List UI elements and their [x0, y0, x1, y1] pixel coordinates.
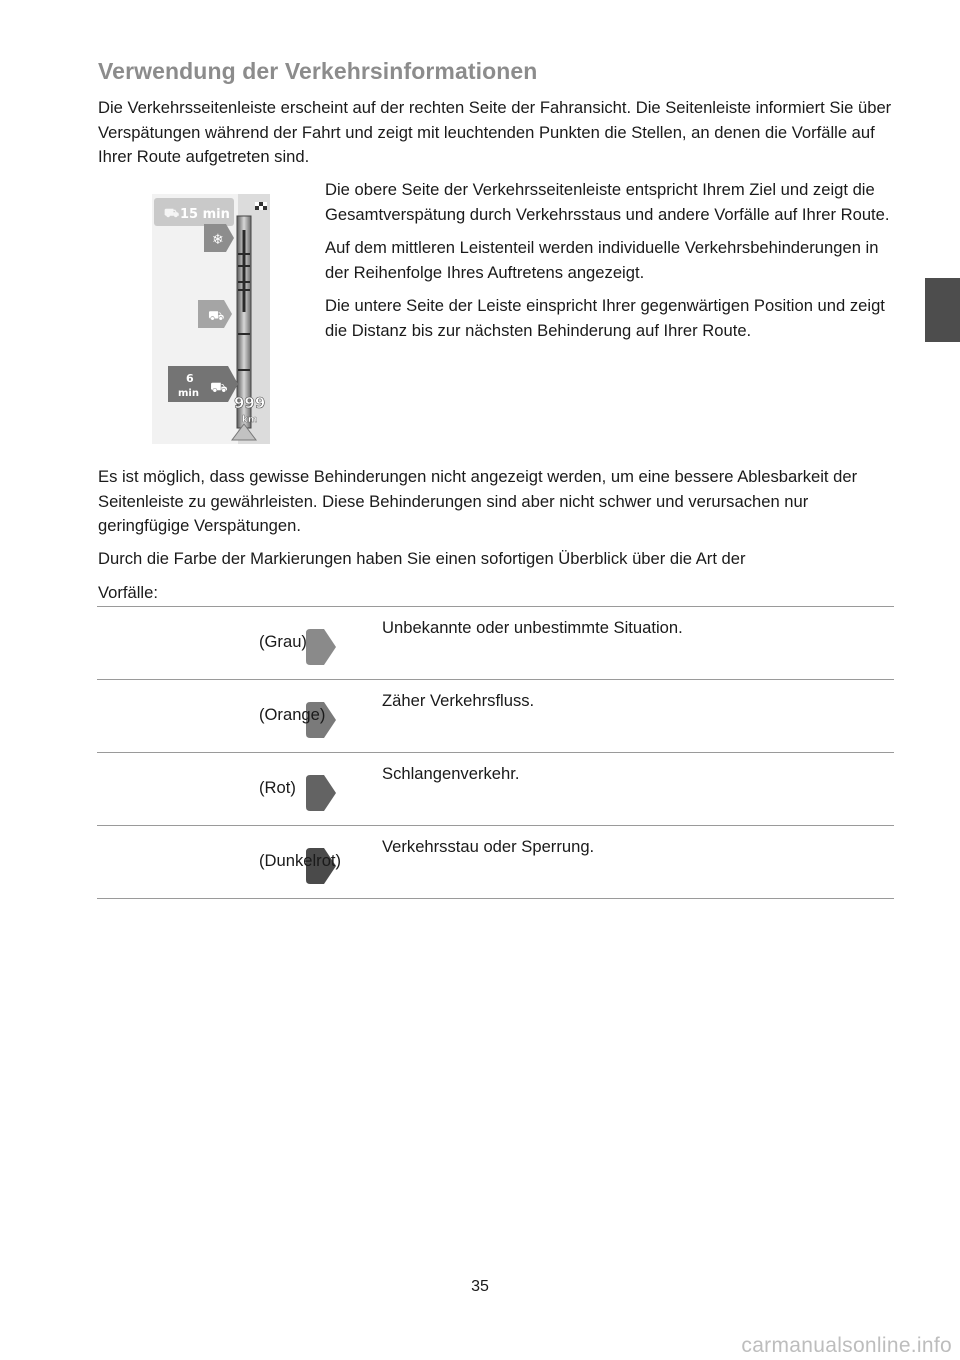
page-title: Verwendung der Verkehrsinformationen [98, 58, 538, 84]
chapter-tab [925, 278, 960, 342]
legend-color-label: (Grau) [259, 632, 307, 651]
side-paragraph-top: Die obere Seite der Verkehrsseitenleiste entspricht Ihrem Ziel und zeigt die Gesamtverspätung durch Verkehrsstaus und andere Vorfälle auf Ihrer Route. [325, 180, 890, 224]
legend-color-label: (Rot) [259, 778, 296, 797]
next-delay-value: 6 [186, 372, 194, 385]
distance-unit: km [242, 415, 258, 425]
svg-text:⛟: ⛟ [208, 309, 225, 324]
legend-row [97, 680, 894, 753]
marker-legend-table [97, 606, 894, 899]
traffic-sidebar-image [152, 194, 270, 444]
side-paragraph-bottom: Die untere Seite der Leiste einspricht Ihrer gegenwärtigen Position und zeigt die Distanz bis zur nächsten Behinderung auf Ihrer Route. [325, 296, 885, 340]
next-delay-unit: min [178, 388, 199, 399]
legend-intro: Durch die Farbe der Markierungen haben Sie einen sofortigen Überblick über die Art der [98, 549, 746, 568]
svg-text:❄: ❄ [212, 232, 224, 248]
page-number: 35 [471, 1278, 489, 1295]
marker-icon [304, 627, 338, 667]
total-delay-label: 15 min [180, 207, 230, 222]
legend-description: Schlangenverkehr. [382, 764, 520, 783]
legend-intro-2: Vorfälle: [98, 583, 158, 602]
svg-text:⛟: ⛟ [164, 206, 180, 220]
legend-description: Unbekannte oder unbestimmte Situation. [382, 618, 683, 637]
intro-paragraph: Die Verkehrsseitenleiste erscheint auf der rechten Seite der Fahransicht. Die Seitenleiste informiert Sie über Verspätungen während der Fahrt und zeigt mit leuchtenden Punkten die Stellen, an denen die Vorfälle auf Ihrer Route aufgetreten sind. [98, 98, 892, 166]
legend-description: Zäher Verkehrsfluss. [382, 691, 535, 710]
legend-color-label: (Orange) [259, 705, 326, 724]
note-paragraph: Es ist möglich, dass gewisse Behinderungen nicht angezeigt werden, um eine bessere Ablesbarkeit der Seitenleiste zu gewährleisten. Diese Behinderungen sind aber nicht schwer und verursachen nur geringfügige Verspätungen. [98, 467, 858, 535]
svg-text:⛟: ⛟ [210, 380, 228, 396]
distance-value: 999 [234, 394, 266, 412]
legend-row [97, 607, 894, 680]
sidebar-explanation [325, 178, 895, 352]
watermark: carmanualsonline.info [741, 1334, 952, 1357]
legend-row [97, 753, 894, 826]
legend-description: Verkehrsstau oder Sperrung. [382, 837, 595, 856]
legend-row [97, 826, 894, 899]
marker-icon [304, 773, 338, 813]
legend-color-label: (Dunkelrot) [259, 851, 342, 870]
side-paragraph-middle: Auf dem mittleren Leistenteil werden individuelle Verkehrsbehinderungen in der Reihenfolge Ihres Auftretens angezeigt. [325, 238, 879, 282]
